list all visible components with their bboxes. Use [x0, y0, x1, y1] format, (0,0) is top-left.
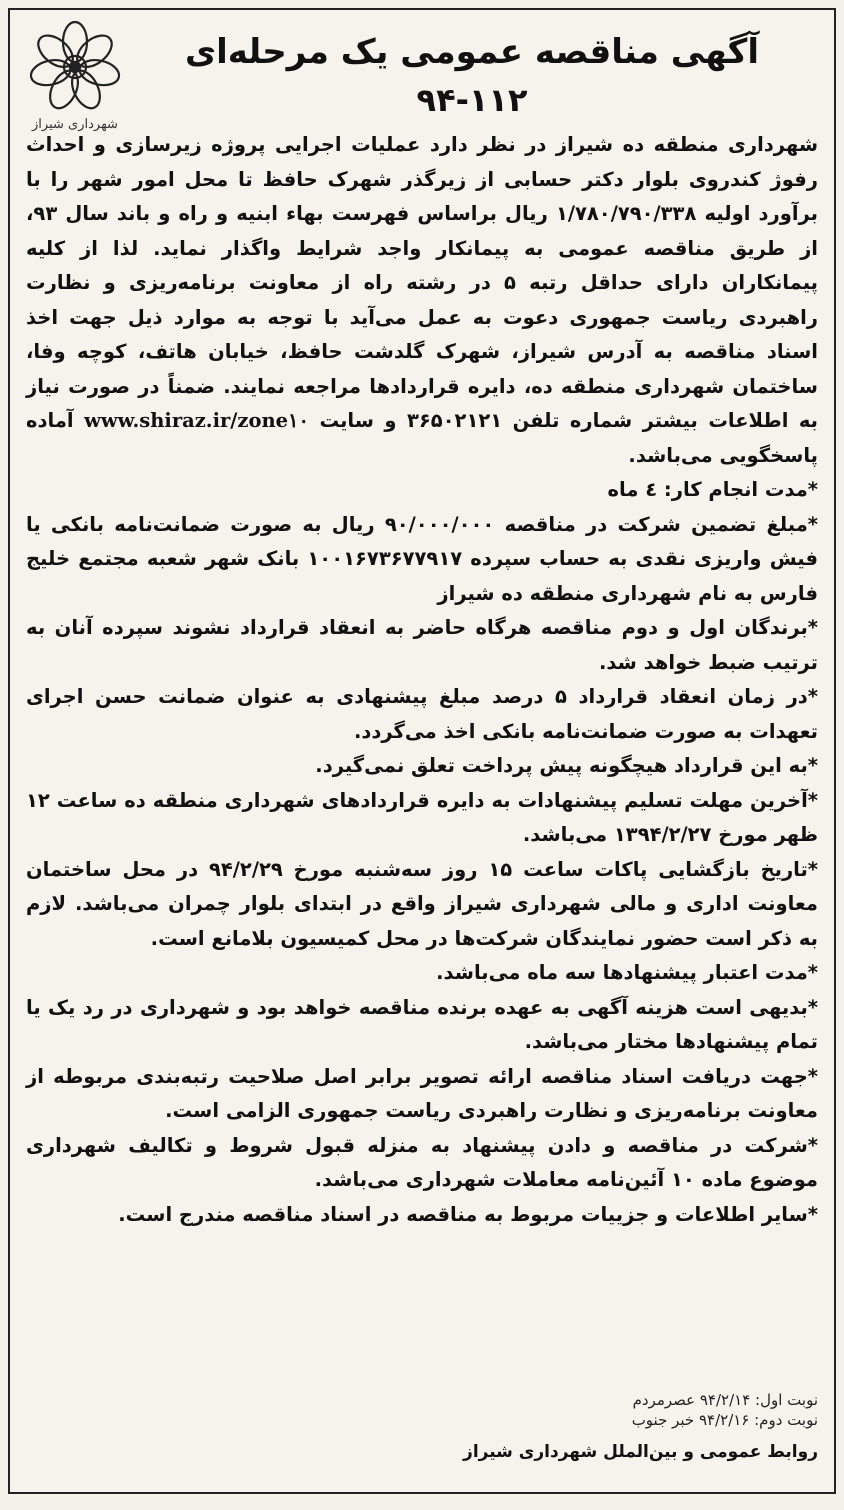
municipality-flower-logo-icon	[20, 20, 130, 115]
item-guarantee: *مبلغ تضمین شرکت در مناقصه ۹۰/۰۰۰/۰۰۰ ریال به صورت ضمانت‌نامه بانکی یا فیش واریزی نقدی به حساب سپرده ۱۰۰۱۶۷۳۶۷۷۹۱۷ بانک شهر شعبه مجتمع خلیج فارس به نام شهرداری منطقه ده شیراز	[26, 512, 819, 605]
item-deadline: *آخرین مهلت تسلیم پیشنهادات به دایره قراردادهای شهرداری منطقه ده ساعت ۱۲ ظهر مورخ ۱۳۹۴/۲/۲۷ می‌باشد.	[26, 788, 818, 846]
item-participation: *شرکت در مناقصه و دادن پیشنهاد به منزله قبول شروط و تکالیف شهرداری موضوع ماده ۱۰ آئین‌نامه معاملات شهرداری می‌باشد.	[26, 1133, 818, 1191]
website-link[interactable]: www.shiraz.ir/zone۱۰	[84, 409, 309, 432]
intro-text-end: آماده پاسخگویی می‌باشد.	[26, 409, 818, 467]
item-duration: *مدت انجام کار: ٤ ماه	[607, 478, 818, 501]
notice-body	[26, 128, 818, 1232]
notice-title: آگهی مناقصه عمومی یک مرحله‌ای	[184, 32, 760, 72]
logo	[20, 20, 130, 135]
publication-notes	[26, 1390, 818, 1430]
notice-number: ۹۴-۱۱۲	[416, 81, 528, 119]
item-validity: *مدت اعتبار پیشنهادها سه ماه می‌باشد.	[436, 961, 818, 984]
intro-text: شهرداری منطقه ده شیراز در نظر دارد عملیات اجرایی پروژه زیرسازی و احداث رفوژ کندروی بلوار دکتر حسابی از زیرگذر شهرک حافظ تا محل امور شهر را با برآورد اولیه ۱/۷۸۰/۷۹۰/۳۳۸ ریال براساس فهرست بهاء ابنیه و راه و باند سال ۹۳، از طریق مناقصه عمومی به پیمانکار واجد شرایط واگذار نماید. لذا از کلیه پیمانکاران دارای حداقل رتبه ۵ در رشته راه از معاونت برنامه‌ریزی و نظارت راهبردی ریاست جمهوری دعوت به عمل می‌آید با توجه به موارد ذیل جهت اخذ اسناد مناقصه به آدرس شیراز، شهرک گلدشت حافظ، خیابان هاتف، کوچه وفا، ساختمان شهرداری منطقه ده، دایره قراردادها مراجعه نمایند. ضمناً در صورت نیاز به اطلاعات بیشتر شماره تلفن ۳۶۵۰۲۱۲۱ و سایت	[26, 133, 819, 432]
item-performance-bond: *در زمان انعقاد قرارداد ۵ درصد مبلغ پیشنهادی به عنوان ضمانت حسن اجرای تعهدات به صورت ضمانت‌نامه بانکی اخذ می‌گردد.	[26, 685, 818, 743]
item-prepayment: *به این قرارداد هیچگونه پیش پرداخت تعلق نمی‌گیرد.	[315, 754, 818, 777]
tender-notice	[8, 8, 836, 1494]
publication-note: نوبت اول: ۹۴/۲/۱۴ عصرمردم	[632, 1391, 818, 1409]
publication-note: نوبت دوم: ۹۴/۲/۱۶ خبر جنوب	[631, 1411, 818, 1429]
item-opening: *تاریخ بازگشایی پاکات ساعت ۱۵ روز سه‌شنبه مورخ ۹۴/۲/۲۹ در محل ساختمان معاونت اداری و مالی شهرداری شیراز واقع در ابتدای بلوار چمران می‌باشد. لازم به ذکر است حضور نمایندگان شرکت‌ها در محل کمیسیون بلامانع است.	[26, 857, 819, 950]
item-ad-cost: *بدیهی است هزینه آگهی به عهده برنده مناقصه خواهد بود و شهرداری در رد یک یا تمام پیشنهادها مختار می‌باشد.	[26, 995, 818, 1053]
item-other-info: *سایر اطلاعات و جزییات مربوط به مناقصه در اسناد مناقصه مندرج است.	[118, 1202, 818, 1226]
intro-paragraph	[26, 128, 818, 473]
item-documents: *جهت دریافت اسناد مناقصه ارائه تصویر برابر اصل صلاحیت رتبه‌بندی مربوطه از معاونت برنامه‌ریزی و نظارت راهبردی ریاست جمهوری الزامی است.	[26, 1064, 818, 1122]
footer-signature: روابط عمومی و بین‌الملل شهرداری شیراز	[463, 1442, 818, 1462]
logo-caption: شهرداری شیراز	[32, 117, 118, 132]
item-winners: *برندگان اول و دوم مناقصه هرگاه حاضر به انعقاد قرارداد نشوند سپرده آنان به ترتیب ضبط خواهد شد.	[26, 616, 818, 674]
